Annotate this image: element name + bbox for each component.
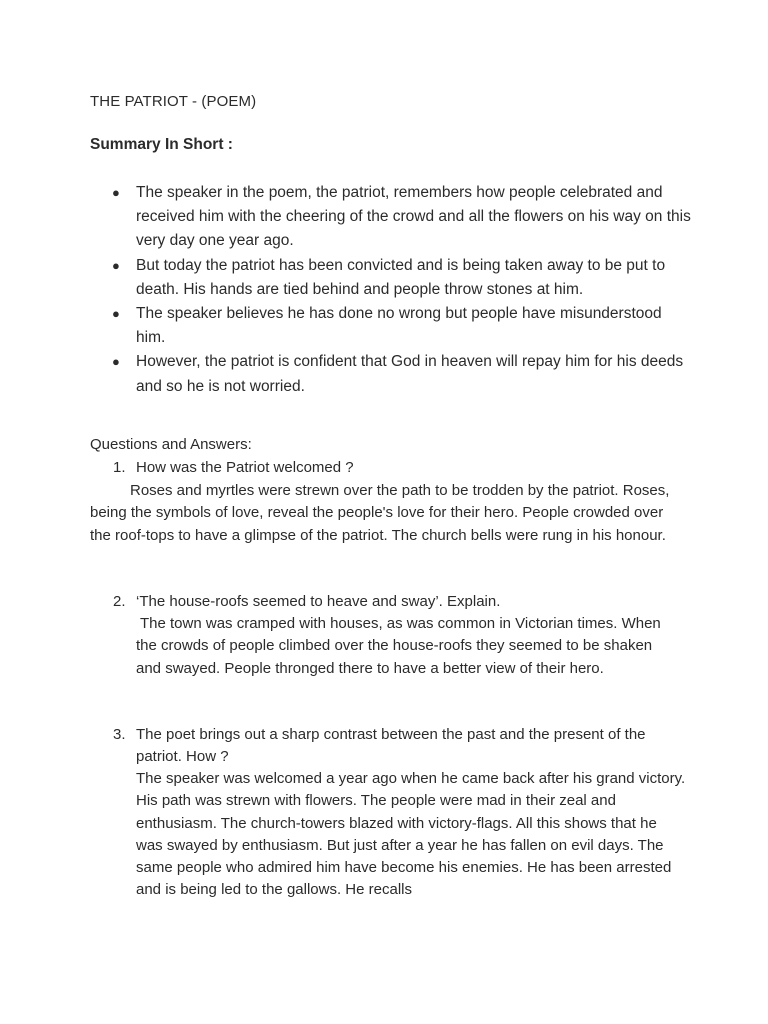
question-item <box>113 591 693 613</box>
summary-point-text: But today the patriot has been convicted and is being taken away to be put to death. His hands are tied behind and people throw stones at him. <box>136 256 666 298</box>
question-text: How was the Patriot welcomed ? <box>136 459 354 476</box>
question-item <box>113 457 693 479</box>
document-title: THE PATRIOT - (POEM) <box>90 93 257 110</box>
summary-point <box>112 302 692 350</box>
answer-text: The speaker was welcomed a year ago when he came back after his grand victory. His path was strewn with flowers. The people were mad in their zeal and enthusiasm. The church-towers blazed with victory-flags. All this shows that he was swayed by enthusiasm. But just after a year he has fallen on evil days. The same people who admired him have become his enemies. He has been arrested and is being led to the gallows. He recalls <box>136 770 686 899</box>
question-text: The poet brings out a sharp contrast between the past and the present of the patriot. How ? <box>136 726 646 766</box>
bullet-icon: ● <box>112 306 120 322</box>
bullet-icon: ● <box>112 185 120 200</box>
summary-point-text: The speaker believes he has done no wrong but people have misunderstood him. <box>136 305 662 347</box>
question-item <box>113 724 683 769</box>
question-number: 2. <box>113 593 126 610</box>
qa-heading: Questions and Answers: <box>90 436 252 453</box>
summary-list <box>112 181 692 399</box>
summary-point-text: The speaker in the poem, the patriot, remembers how people celebrated and received him with the cheering of the crowd and all the flowers on his way on this very day one year ago. <box>136 184 691 250</box>
summary-heading: Summary In Short : <box>90 136 233 153</box>
bullet-icon: ● <box>112 354 120 370</box>
bullet-icon: ● <box>112 257 120 273</box>
question-text: ‘The house-roofs seemed to heave and sway’. Explain. <box>136 593 501 610</box>
summary-point <box>112 350 692 398</box>
question-number: 3. <box>113 726 126 743</box>
answer-text: Roses and myrtles were strewn over the path to be trodden by the patriot. Roses, being the symbols of love, reveal the people's love for their hero. People crowded over the roof-tops to have a glimpse of the patriot. The church bells were rung in his honour. <box>90 482 670 544</box>
question-number: 1. <box>113 459 126 476</box>
summary-point-text: However, the patriot is confident that God in heaven will repay him for his deeds and so he is not worried. <box>136 353 684 395</box>
summary-point <box>112 254 692 302</box>
answer-text: The town was cramped with houses, as was common in Victorian times. When the crowds of people climbed over the house-roofs they seemed to be shaken and swayed. People thronged there to have a better view of their hero. <box>136 615 661 677</box>
summary-point <box>112 181 692 254</box>
